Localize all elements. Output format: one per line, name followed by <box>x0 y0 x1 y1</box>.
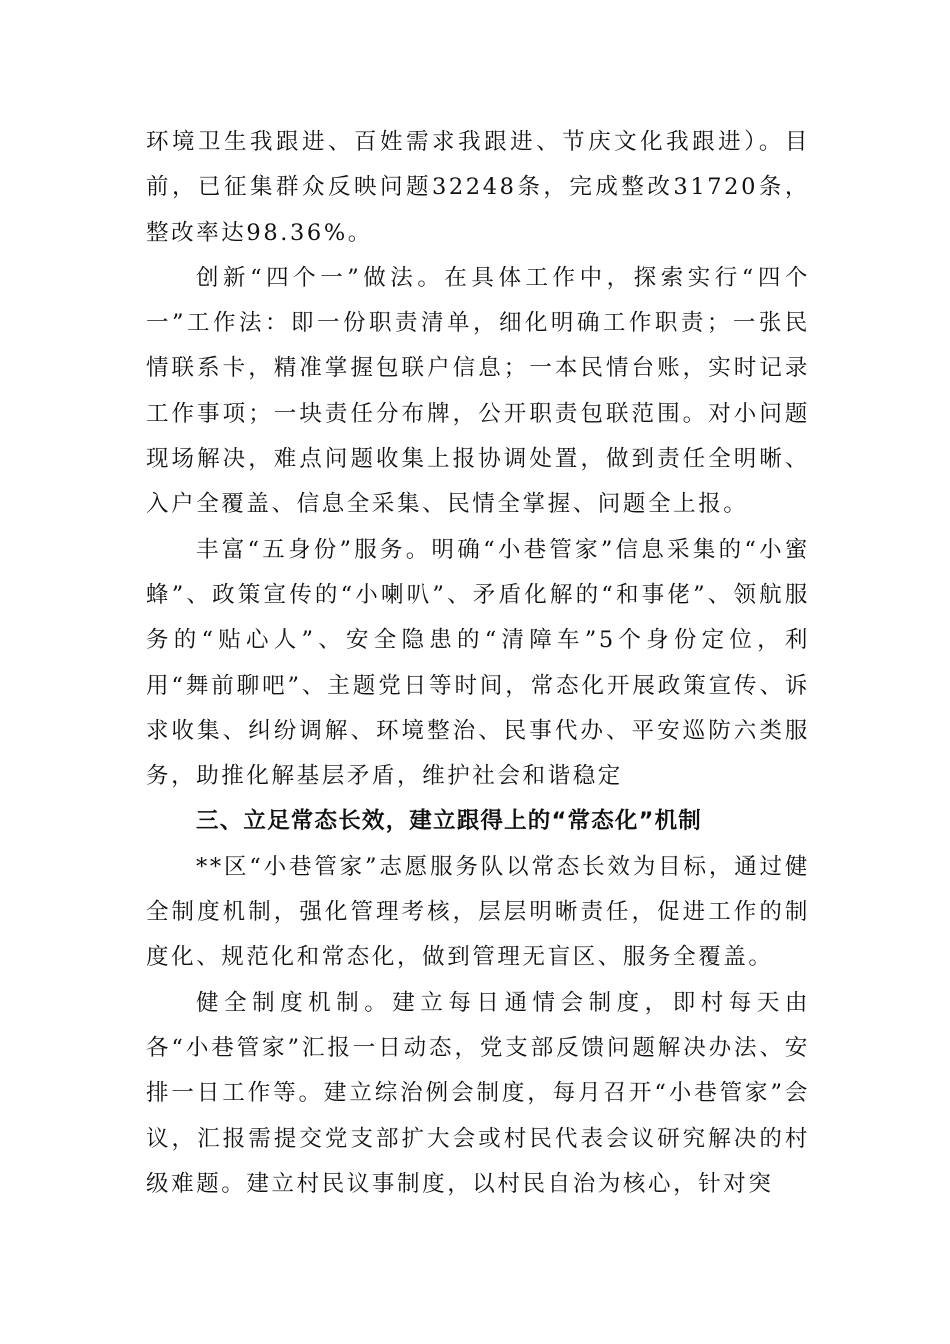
paragraph-section-intro: **区“小巷管家”志愿服务队以常态长效为目标，通过健全制度机制，强化管理考核，层层明晰责任，促进工作的制度化、规范化和常态化，做到管理无盲区、服务全覆盖。 <box>146 853 810 971</box>
paragraph-four-ones-method: 创新“四个一”做法。在具体工作中，探索实行“四个一”工作法：即一份职责清单，细化明确工作职责；一张民情联系卡，精准掌握包联户信息；一本民情台账，实时记录工作事项；一块责任分布牌，公开职责包联范围。对小问题现场解决，难点问题收集上报协调处置，做到责任全明晰、入户全覆盖、信息全采集、民情全掌握、问题全上报。 <box>146 264 810 518</box>
section-heading-three: 三、立足常态长效，建立跟得上的“常态化”机制 <box>196 808 702 835</box>
paragraph-system-mechanism: 健全制度机制。建立每日通情会制度，即村每天由各“小巷管家”汇报一日动态，党支部反馈问题解决办法、安排一日工作等。建立综治例会制度，每月召开“小巷管家”会议，汇报需提交党支部扩大会或村民代表会议研究解决的村级难题。建立村民议事制度，以村民自治为核心，针对突 <box>146 989 810 1197</box>
paragraph-five-identities-service: 丰富“五身份”服务。明确“小巷管家”信息采集的“小蜜蜂”、政策宣传的“小喇叭”、矛盾化解的“和事佬”、领航服务的“贴心人”、安全隐患的“清障车”5个身份定位，利用“舞前聊吧”、主题党日等时间，常态化开展政策宣传、诉求收集、纠纷调解、环境整治、民事代办、平安巡防六类服务，助推化解基层矛盾，维护社会和谐稳定 <box>146 536 810 790</box>
paragraph-continuation: 环境卫生我跟进、百姓需求我跟进、节庆文化我跟进）。目前，已征集群众反映问题32248条，完成整改31720条，整改率达98.36%。 <box>146 129 810 246</box>
document-body <box>146 120 810 1207</box>
